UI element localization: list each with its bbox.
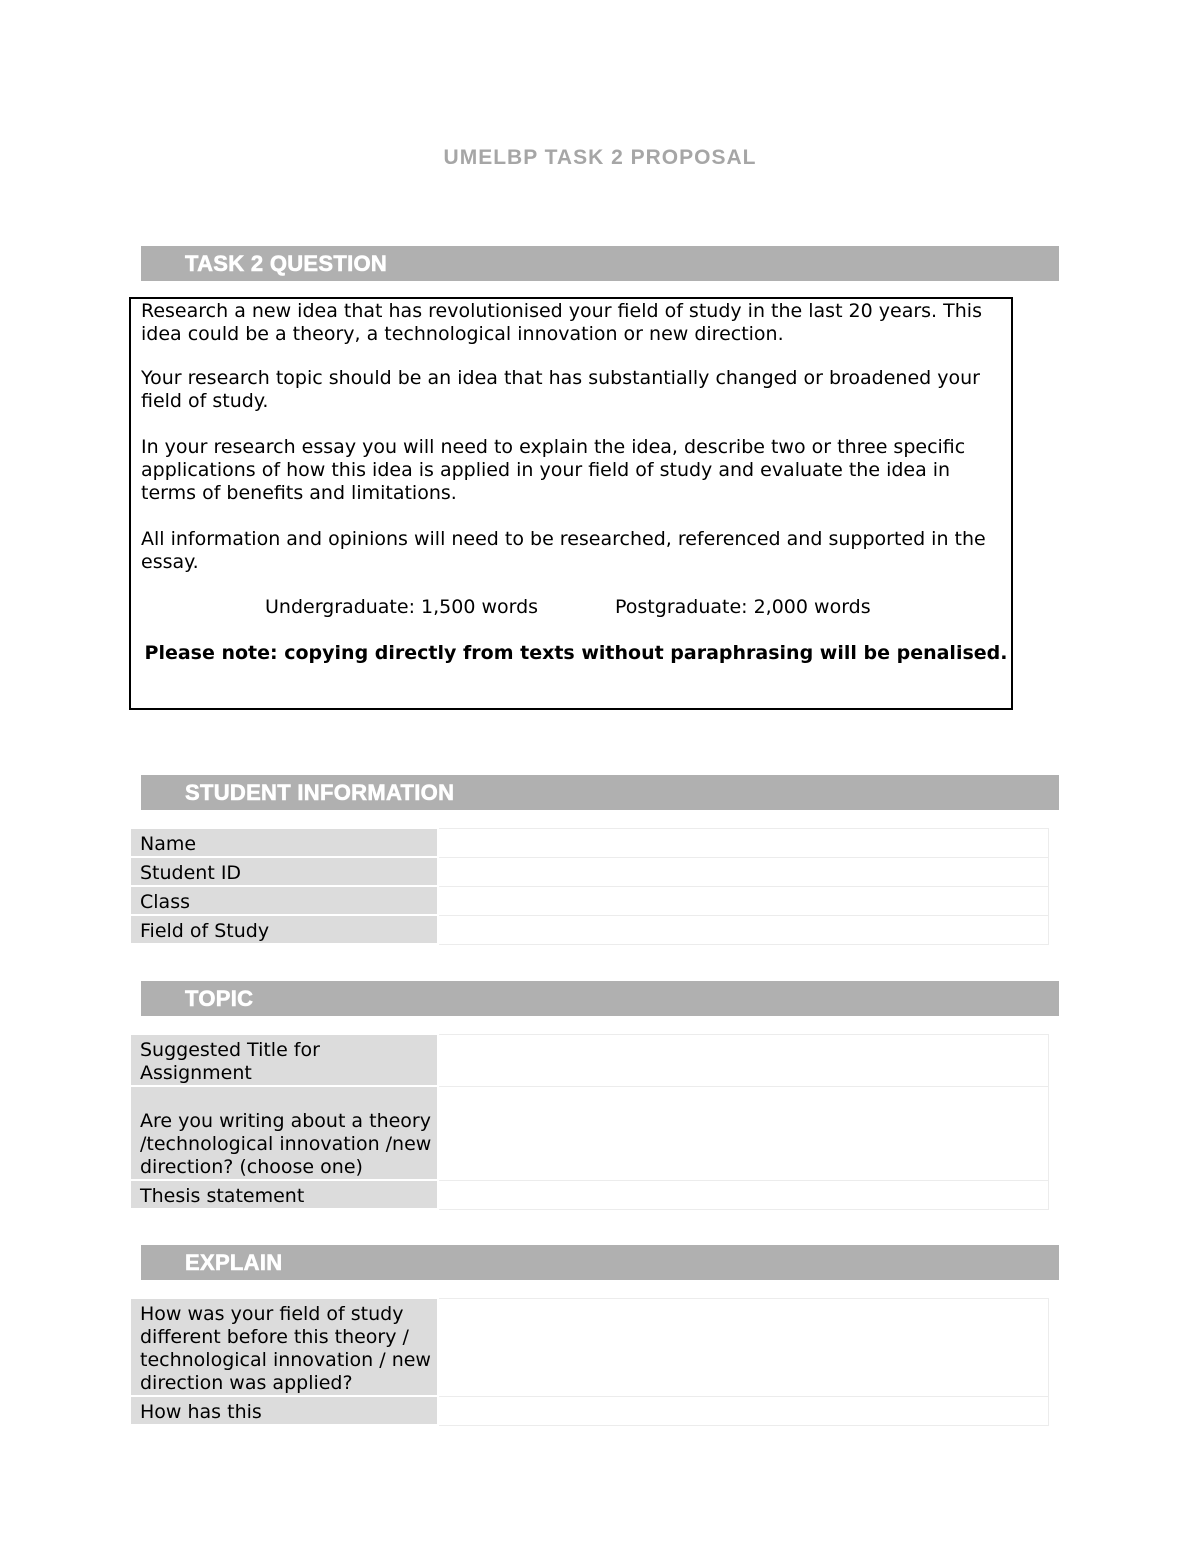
row-label: Class xyxy=(130,886,438,915)
row-label: How was your field of study different before this theory / technological innovation / new direction was applied? xyxy=(130,1298,438,1396)
table-row xyxy=(130,886,1048,915)
document-title: UMELBP TASK 2 PROPOSAL xyxy=(443,146,757,169)
row-label: Field of Study xyxy=(130,915,438,944)
row-label: Are you writing about a theory /technological innovation /new direction? (choose one) xyxy=(130,1086,438,1180)
explain-table xyxy=(129,1297,1049,1426)
table-row xyxy=(130,828,1048,857)
idea-type-field[interactable] xyxy=(438,1086,1048,1180)
table-row xyxy=(130,1298,1048,1396)
section-header-explain xyxy=(141,1245,1059,1280)
table-row xyxy=(130,857,1048,886)
row-label: Thesis statement xyxy=(130,1180,438,1209)
question-paragraph-3: In your research essay you will need to explain the idea, describe two or three specific applications of how this idea is applied in your field of study and evaluate the idea in terms of benefits and limitations. xyxy=(141,436,966,504)
section-header-topic xyxy=(141,981,1059,1016)
section-header-label: EXPLAIN xyxy=(185,1250,283,1275)
how-has-this-field[interactable] xyxy=(438,1396,1048,1425)
plagiarism-note: Please note: copying directly from texts without paraphrasing will be penalised. xyxy=(144,642,1008,664)
class-field[interactable] xyxy=(438,886,1048,915)
section-header-task-question xyxy=(141,246,1059,281)
row-label: Student ID xyxy=(130,857,438,886)
table-row xyxy=(130,1180,1048,1209)
field-before-field[interactable] xyxy=(438,1298,1048,1396)
name-field[interactable] xyxy=(438,828,1048,857)
student-id-field[interactable] xyxy=(438,857,1048,886)
section-header-label: TOPIC xyxy=(185,986,254,1011)
field-of-study-field[interactable] xyxy=(438,915,1048,944)
topic-table xyxy=(129,1033,1049,1210)
table-row xyxy=(130,1034,1048,1086)
question-paragraph-4: All information and opinions will need to be researched, referenced and supported in the essay. xyxy=(141,528,986,573)
postgraduate-word-count: Postgraduate: 2,000 words xyxy=(615,596,871,618)
thesis-statement-field[interactable] xyxy=(438,1180,1048,1209)
table-row xyxy=(130,915,1048,944)
table-row xyxy=(130,1086,1048,1180)
suggested-title-field[interactable] xyxy=(438,1034,1048,1086)
section-header-label: STUDENT INFORMATION xyxy=(185,780,455,805)
section-header-student-information xyxy=(141,775,1059,810)
question-paragraph-1: Research a new idea that has revolutionised your field of study in the last 20 years. This idea could be a theory, a technological innovation or new direction. xyxy=(141,300,982,345)
section-header-label: TASK 2 QUESTION xyxy=(185,251,388,276)
student-info-table xyxy=(129,827,1049,945)
table-row xyxy=(130,1396,1048,1425)
question-paragraph-2: Your research topic should be an idea that has substantially changed or broadened your field of study. xyxy=(141,367,980,412)
undergraduate-word-count: Undergraduate: 1,500 words xyxy=(265,596,539,618)
row-label: Suggested Title for Assignment xyxy=(130,1034,438,1086)
row-label: How has this xyxy=(130,1396,438,1425)
row-label: Name xyxy=(130,828,438,857)
